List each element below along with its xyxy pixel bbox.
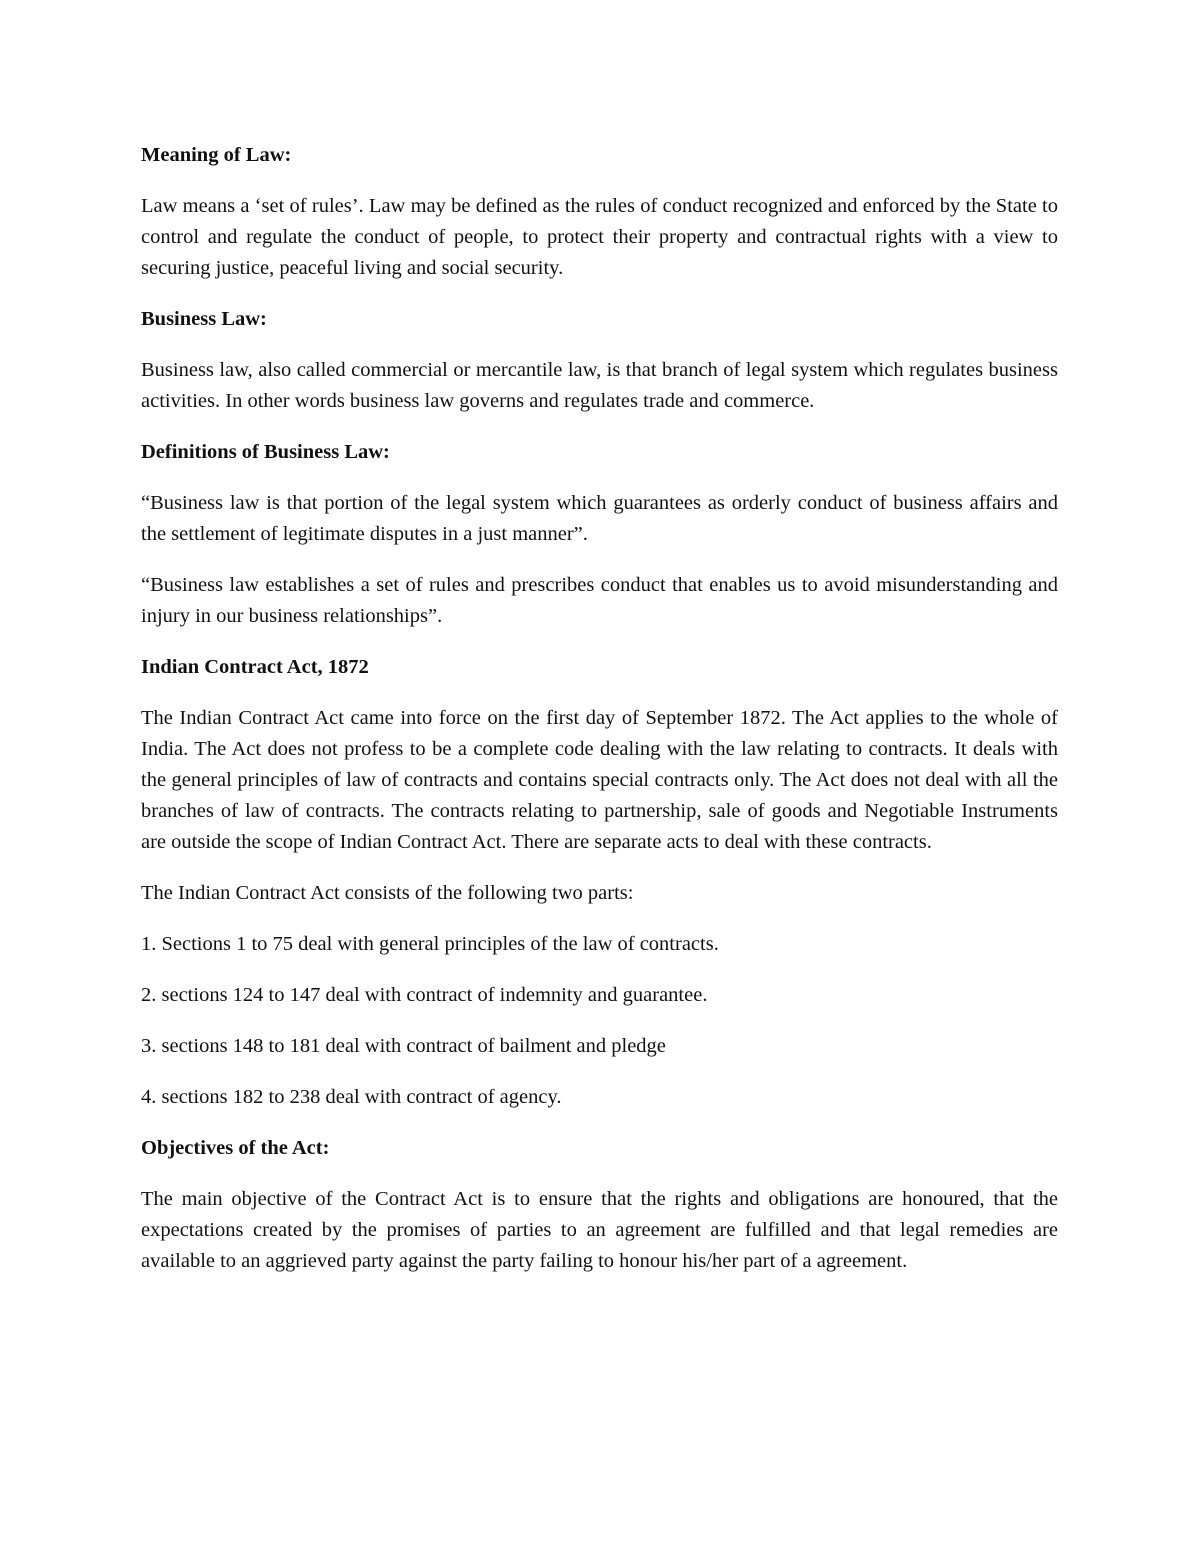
list-item: 2. sections 124 to 147 deal with contract of indemnity and guarantee. (141, 984, 708, 1006)
paragraph-meaning-of-law: Law means a ‘set of rules’. Law may be defined as the rules of conduct recognized and enforced by the State to control and regulate the conduct of people, to protect their property and contractual rights with a view to securing justice, peaceful living and social security. (141, 195, 1058, 279)
definition-quote-2: “Business law establishes a set of rules and prescribes conduct that enables us to avoid misunderstanding and injury in our business relationships”. (141, 574, 1058, 627)
list-item: 1. Sections 1 to 75 deal with general principles of the law of contracts. (141, 933, 719, 955)
parts-intro: The Indian Contract Act consists of the following two parts: (141, 882, 634, 904)
heading-business-law: Business Law: (141, 308, 267, 330)
heading-meaning-of-law: Meaning of Law: (141, 144, 292, 166)
definition-quote-1: “Business law is that portion of the legal system which guarantees as orderly conduct of business affairs and the settlement of legitimate disputes in a just manner”. (141, 492, 1058, 545)
paragraph-objectives: The main objective of the Contract Act is to ensure that the rights and obligations are honoured, that the expectations created by the promises of parties to an agreement are fulfilled and that legal remedies are available to an aggrieved party against the party failing to honour his/her part of a agreement. (141, 1188, 1058, 1272)
heading-indian-contract-act: Indian Contract Act, 1872 (141, 656, 369, 678)
list-item: 4. sections 182 to 238 deal with contract of agency. (141, 1086, 562, 1108)
paragraph-indian-contract-act: The Indian Contract Act came into force on the first day of September 1872. The Act applies to the whole of India. The Act does not profess to be a complete code dealing with the law relating to contracts. It deals with the general principles of law of contracts and contains special contracts only. The Act does not deal with all the branches of law of contracts. The contracts relating to partnership, sale of goods and Negotiable Instruments are outside the scope of Indian Contract Act. There are separate acts to deal with these contracts. (141, 707, 1058, 853)
heading-objectives: Objectives of the Act: (141, 1137, 330, 1159)
document-page (141, 140, 1058, 1297)
list-item: 3. sections 148 to 181 deal with contract of bailment and pledge (141, 1035, 666, 1057)
heading-definitions: Definitions of Business Law: (141, 441, 390, 463)
paragraph-business-law: Business law, also called commercial or mercantile law, is that branch of legal system which regulates business activities. In other words business law governs and regulates trade and commerce. (141, 359, 1058, 412)
